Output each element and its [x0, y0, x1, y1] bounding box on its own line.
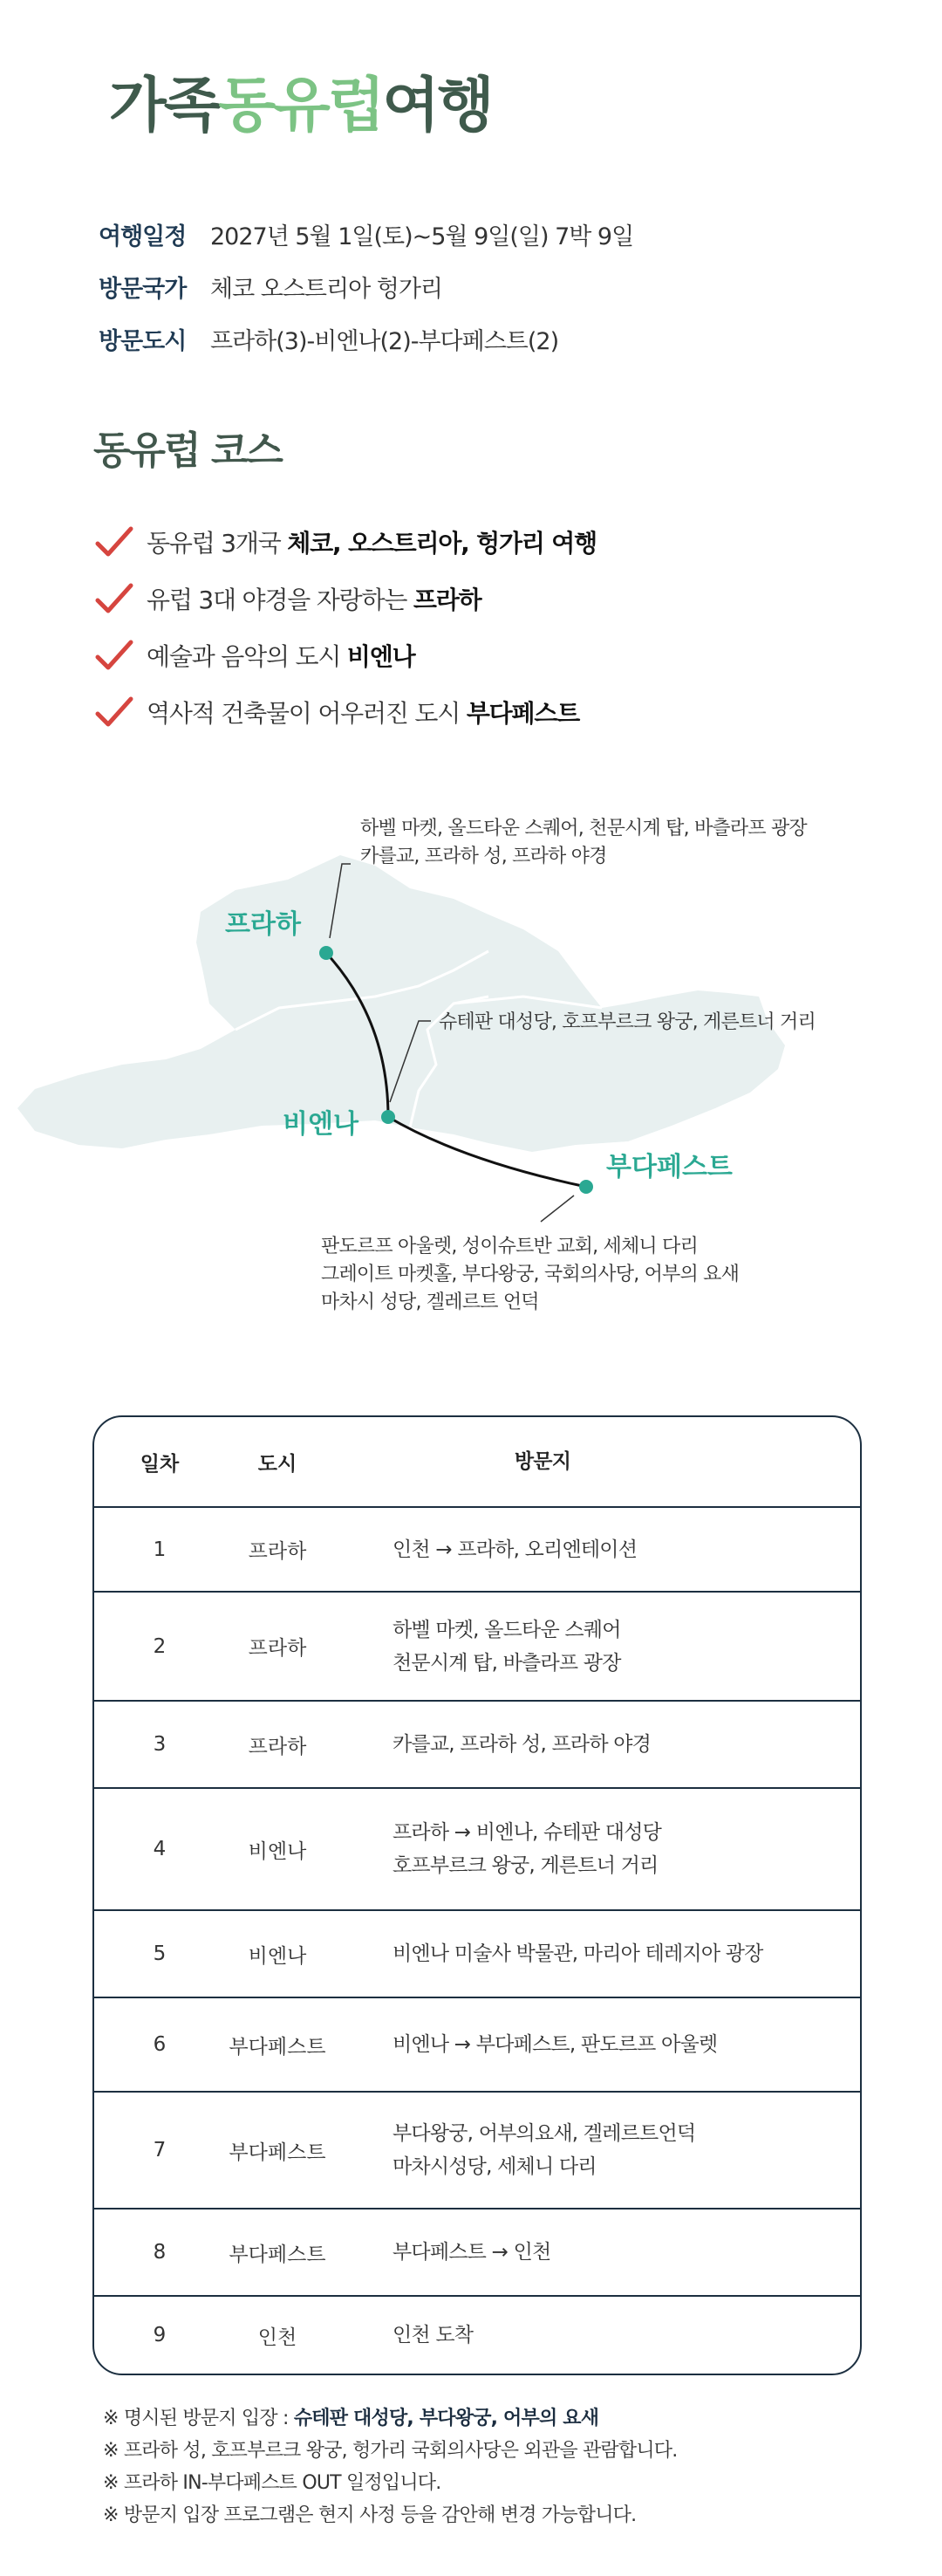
budapest-attractions-line3: 마차시 성당, 겔레르트 언덕 [321, 1291, 539, 1313]
table-row [94, 2297, 860, 2374]
row-place-line: 호프부르크 왕궁, 게른트너 거리 [392, 1854, 659, 1877]
table-row [94, 1508, 860, 1593]
row-place-line: 카를교, 프라하 성, 프라하 야경 [392, 1733, 652, 1756]
table-row [94, 1702, 860, 1789]
note-exterior-viewing: ※ 프라하 성, 호프부르크 왕궁, 헝가리 국회의사당은 외관을 관람합니다. [103, 2440, 678, 2462]
prague-attractions-line1: 하벨 마켓, 올드타운 스퀘어, 천문시계 탑, 바츨라프 광장 [360, 818, 807, 839]
row-place-line: 인천 → 프라하, 오리엔테이션 [392, 1538, 638, 1561]
row-day: 8 [153, 2241, 167, 2264]
row-place-line: 부다페스트 → 인천 [392, 2241, 551, 2264]
course-item-bold: 프라하 [413, 585, 481, 614]
row-city: 프라하 [248, 1637, 307, 1660]
row-place-line: 프라하 → 비엔나, 슈테판 대성당 [392, 1821, 662, 1844]
table-row [94, 1911, 860, 1998]
row-city: 부다페스트 [229, 2035, 326, 2059]
header-places: 방문지 [514, 1450, 571, 1473]
table-row [94, 1998, 860, 2093]
route-map [0, 768, 942, 1344]
table-row [94, 2093, 860, 2209]
row-places [330, 2117, 860, 2183]
course-item-plain: 동유럽 3개국 [147, 528, 288, 558]
course-item-plain: 역사적 건축물이 어우러진 도시 [147, 698, 467, 728]
city-point-vienna [381, 1110, 395, 1124]
note-entry-sites [103, 2402, 677, 2435]
info-row-countries [99, 260, 633, 312]
row-day: 2 [153, 1634, 167, 1658]
course-item-text [147, 638, 414, 673]
row-places [330, 2319, 860, 2352]
course-item-text [147, 581, 481, 616]
course-item [94, 627, 597, 683]
course-item-text [147, 524, 597, 559]
row-city: 부다페스트 [229, 2141, 326, 2164]
row-places [330, 1937, 860, 1970]
info-label: 방문국가 [99, 275, 187, 303]
row-places [330, 1533, 860, 1566]
city-label-prague: 프라하 [225, 909, 301, 940]
page-title [109, 72, 492, 140]
course-item-bold: 부다페스트 [466, 698, 580, 728]
vienna-attractions-line1: 슈테판 대성당, 호프부르크 왕궁, 게른트너 거리 [439, 1011, 816, 1033]
table-header-row [94, 1417, 860, 1508]
row-city: 인천 [257, 2326, 297, 2349]
row-place-line: 마차시성당, 세체니 다리 [392, 2155, 597, 2178]
table-row [94, 1593, 860, 1702]
course-item [94, 683, 597, 740]
row-place-line: 천문시계 탑, 바츨라프 광장 [392, 1651, 621, 1675]
check-icon [94, 581, 134, 616]
title-part-trip: 여행 [382, 72, 492, 140]
course-item-text [147, 695, 579, 730]
row-places [330, 1613, 860, 1680]
info-label: 방문도시 [99, 327, 187, 355]
title-part-family: 가족 [109, 72, 219, 140]
check-icon [94, 695, 134, 730]
table-row [94, 2209, 860, 2297]
check-icon [94, 638, 134, 673]
row-day: 5 [153, 1942, 167, 1965]
info-row-schedule [99, 208, 633, 260]
row-city: 프라하 [248, 1540, 307, 1563]
row-places [330, 2028, 860, 2061]
note-changes: ※ 방문지 입장 프로그램은 현지 사정 등을 감안해 변경 가능합니다. [103, 2504, 637, 2526]
city-label-vienna: 비엔나 [283, 1109, 358, 1140]
row-places [330, 1816, 860, 1882]
row-places [330, 2236, 860, 2269]
itinerary-table [92, 1415, 862, 2375]
course-item-bold: 비엔나 [346, 641, 415, 671]
row-place-line: 하벨 마켓, 올드타운 스퀘어 [392, 1618, 621, 1641]
course-item [94, 570, 597, 627]
budapest-attractions-line2: 그레이트 마켓홀, 부다왕궁, 국회의사당, 어부의 요새 [321, 1264, 740, 1285]
row-city: 비엔나 [248, 1840, 307, 1863]
row-place-line: 부다왕궁, 어부의요새, 겔레르트언덕 [392, 2122, 696, 2145]
note-prefix: ※ 명시된 방문지 입장 : [103, 2408, 294, 2429]
header-city: 도시 [257, 1452, 297, 1476]
map-landmass [17, 855, 785, 1152]
row-city: 프라하 [248, 1735, 307, 1758]
check-icon [94, 524, 134, 559]
info-row-cities [99, 312, 633, 365]
row-place-line: 비엔나 → 부다페스트, 판도르프 아울렛 [392, 2033, 718, 2056]
row-day: 3 [153, 1733, 167, 1756]
course-list [94, 513, 597, 740]
course-item-bold: 체코, 오스트리아, 헝가리 여행 [287, 528, 597, 558]
course-title: 동유럽 코스 [93, 428, 282, 473]
callout-line-budapest [541, 1196, 574, 1222]
row-city: 부다페스트 [229, 2243, 326, 2266]
info-value: 2027년 5월 1일(토)~5월 9일(일) 7박 9일 [210, 223, 634, 250]
row-city: 비엔나 [248, 1944, 307, 1968]
course-item [94, 513, 597, 570]
city-point-budapest [579, 1180, 593, 1194]
city-label-budapest: 부다페스트 [606, 1152, 733, 1182]
row-day: 9 [153, 2324, 167, 2346]
note-in-out: ※ 프라하 IN-부다페스트 OUT 일정입니다. [103, 2472, 441, 2494]
row-day: 7 [153, 2139, 167, 2162]
course-item-plain: 유럽 3대 야경을 자랑하는 [147, 585, 413, 614]
row-place-line: 비엔나 미술사 박물관, 마리아 테레지아 광장 [392, 1942, 763, 1965]
header-day: 일차 [140, 1452, 180, 1476]
prague-attractions-line2: 카를교, 프라하 성, 프라하 야경 [360, 846, 607, 867]
trip-info [99, 208, 633, 365]
row-day: 6 [153, 2033, 167, 2056]
row-place-line: 인천 도착 [392, 2324, 474, 2346]
row-day: 1 [153, 1538, 167, 1561]
table-row [94, 1789, 860, 1911]
title-part-eastern-europe: 동유럽 [218, 72, 383, 140]
row-places [330, 1728, 860, 1761]
budapest-attractions-line1: 판도르프 아울렛, 성이슈트반 교회, 세체니 다리 [321, 1236, 698, 1257]
info-label: 여행일정 [99, 223, 187, 250]
info-value: 프라하(3)-비엔나(2)-부다페스트(2) [210, 327, 559, 355]
note-bold: 슈테판 대성당, 부다왕궁, 어부의 요새 [293, 2408, 599, 2429]
info-value: 체코 오스트리아 헝가리 [210, 275, 442, 303]
course-item-plain: 예술과 음악의 도시 [147, 641, 347, 671]
city-point-prague [319, 946, 333, 960]
row-day: 4 [153, 1838, 167, 1860]
notes [103, 2402, 677, 2531]
